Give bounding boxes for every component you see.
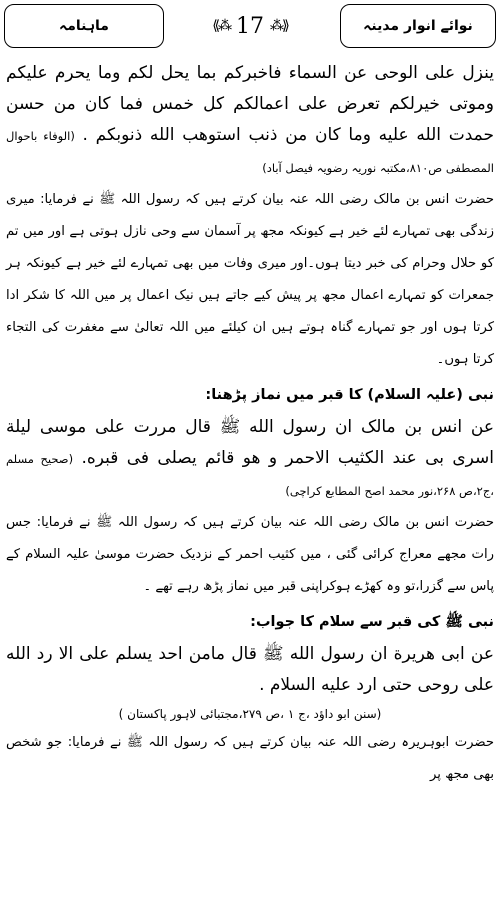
magazine-name-box (340, 4, 496, 48)
arabic-hadith-2: عن انس بن مالک ان رسول الله ﷺ قال مررت على موسى ليلة اسرى بى عند الكثيب الاحمر و هو قائم يصلى فى قبره. (6, 417, 494, 468)
page-header (0, 0, 500, 56)
arabic-hadith-3: عن ابى هريرة ان رسول الله ﷺ قال مامن احد يسلم على الا رد الله على روحى حتى ارد عليه السلام . (6, 644, 494, 695)
urdu-translation-2: حضرت انس بن مالک رضی اللہ عنہ بیان کرتے ہیں کہ رسول اللہ ﷺ نے فرمایا: جس رات مجھے معراج کرائی گئی ، میں کثیب احمر کے نزدیک حضرت موسیٰ علیہ السلام کے پاس سے گزرا،تو وہ کھڑے ہوکراپنی قبر میں نماز پڑھ رہے تھے ۔ (6, 515, 494, 594)
urdu-translation-1: حضرت انس بن مالک رضی اللہ عنہ بیان کرتے ہیں کہ رسول اللہ ﷺ نے فرمایا: میری زندگی بھی تمہارے لئے خیر ہے کیونکہ مجھ پر آسمان سے وحی نازل ہوتی ہے اور میں تم کو حلال وحرام کی خبر دیتا ہوں۔اور میری وفات میں بھی تمہارے لئے خیر ہے کیونکہ ہر جمعرات کو تمہارے اعمال مجھ پر پیش کیے جاتے ہیں نیک اعمال پر میں اللہ کا شکر ادا کرتا ہوں اور جو تمہارے گناہ ہوتے ہیں ان کیلئے میں اللہ تعالیٰ سے مغفرت کی التجاء کرتا ہوں۔ (6, 192, 494, 367)
page-number-box (200, 10, 300, 42)
ornament-right-icon: ⁂⟫ (270, 18, 288, 34)
arabic-text-2 (6, 412, 494, 507)
section-heading-1: نبی (علیہ السلام) کا قبر میں نماز پڑھنا: (205, 387, 494, 403)
arabic-hadith-1: ينزل على الوحى عن السماء فاخبركم بما يحل لكم وما يحرم عليكم وموتى خيرلكم تعرض على اعمالكم كل خمس فما كان من حسن حمدت الله عليه وما كان من ذنب استوهب الله ذنوبكم . (6, 63, 494, 145)
arabic-text-1 (6, 58, 494, 184)
magazine-name-label: نوائے انوار مدینہ (363, 18, 473, 34)
reference-3: (سنن ابو داؤد ،ج ۱ ،ص ۲۷۹،مجتبائی لاہور پاکستان ) (118, 707, 382, 721)
reference-2: (صحیح مسلم ،ج۲،ص ۲۶۸،نور محمد اصح المطابع کراچی) (6, 452, 494, 498)
page-number: 17 (236, 13, 264, 39)
reference-1: (الوفاء باحوال المصطفى ص۸۱۰،مکتبہ نوریہ رضویہ فیصل آباد) (6, 129, 494, 175)
magazine-type-box (4, 4, 164, 48)
page-body (6, 58, 494, 901)
section-heading-2: نبی ﷺ کی قبر سے سلام کا جواب: (250, 614, 494, 630)
magazine-type-label: ماہنامہ (59, 18, 109, 34)
urdu-translation-3: حضرت ابوہریرہ رضی اللہ عنہ بیان کرتے ہیں کہ رسول اللہ ﷺ نے فرمایا: جو شخص بھی مجھ پر (6, 735, 494, 782)
ornament-left-icon: ⟪⁂ (212, 18, 230, 34)
